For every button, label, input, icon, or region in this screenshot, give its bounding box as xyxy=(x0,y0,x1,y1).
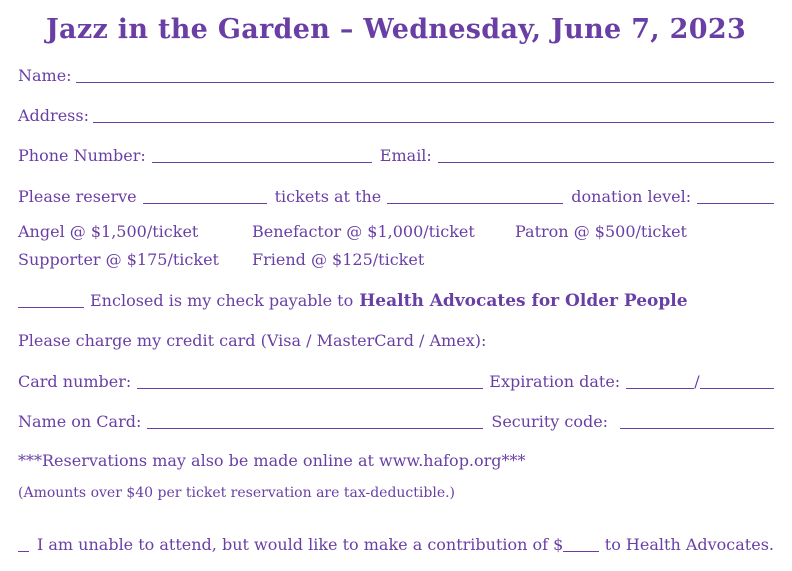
card-number-label: Card number: xyxy=(18,372,132,391)
security-code-field[interactable] xyxy=(620,412,774,429)
name-row xyxy=(18,66,774,85)
phone-label: Phone Number: xyxy=(18,146,146,165)
tax-note-row xyxy=(18,484,774,502)
donation-level-field[interactable] xyxy=(697,187,774,204)
level-patron: Patron @ $500/ticket xyxy=(515,222,687,241)
check-payee: Health Advocates for Older People xyxy=(359,291,688,311)
level-angel: Angel @ $1,500/ticket xyxy=(18,222,199,241)
contribution-suffix: to Health Advocates. xyxy=(604,535,774,554)
ticket-count-field[interactable] xyxy=(143,187,267,204)
level-supporter: Supporter @ $175/ticket xyxy=(18,250,219,269)
donation-levels xyxy=(18,222,774,272)
name-label: Name: xyxy=(18,66,72,85)
email-field[interactable] xyxy=(438,146,774,163)
check-text: Enclosed is my check payable to xyxy=(90,291,354,310)
check-row xyxy=(18,291,774,310)
reserve-row xyxy=(18,187,774,206)
form-title: Jazz in the Garden – Wednesday, June 7, 2023 xyxy=(45,14,747,45)
card-number-row xyxy=(18,372,774,391)
contribution-text: I am unable to attend, but would like to make a contribution of $ xyxy=(36,535,564,554)
credit-intro: Please charge my credit card (Visa / MasterCard / Amex): xyxy=(18,331,487,350)
contribution-amount-field[interactable] xyxy=(563,535,598,552)
check-field[interactable] xyxy=(18,291,84,308)
phone-field[interactable] xyxy=(152,146,372,163)
reserve-prefix: Please reserve xyxy=(18,187,137,206)
expiration-slash: / xyxy=(694,372,700,391)
reserve-middle: tickets at the xyxy=(274,187,382,206)
expiration-label: Expiration date: xyxy=(489,372,621,391)
address-field[interactable] xyxy=(93,106,774,123)
phone-email-row xyxy=(18,146,774,165)
level-benefactor: Benefactor @ $1,000/ticket xyxy=(252,222,475,241)
credit-intro-row xyxy=(18,332,774,350)
online-note-row xyxy=(18,452,774,470)
online-note: ***Reservations may also be made online at www.hafop.org*** xyxy=(18,451,526,470)
address-label: Address: xyxy=(18,106,89,125)
reserve-suffix: donation level: xyxy=(571,187,692,206)
email-label: Email: xyxy=(379,146,432,165)
name-on-card-label: Name on Card: xyxy=(18,412,142,431)
contribution-row xyxy=(18,535,774,554)
address-row xyxy=(18,106,774,125)
contribution-check-field[interactable] xyxy=(18,535,29,552)
expiration-year-field[interactable] xyxy=(700,372,774,389)
level-friend: Friend @ $125/ticket xyxy=(252,250,425,269)
donation-level-blank[interactable] xyxy=(387,187,563,204)
card-number-field[interactable] xyxy=(137,372,483,389)
name-on-card-field[interactable] xyxy=(147,412,483,429)
expiration-month-field[interactable] xyxy=(626,372,694,389)
security-code-label: Security code: xyxy=(491,412,609,431)
name-field[interactable] xyxy=(76,66,774,83)
tax-note: (Amounts over $40 per ticket reservation are tax-deductible.) xyxy=(18,485,456,501)
name-on-card-row xyxy=(18,412,774,431)
